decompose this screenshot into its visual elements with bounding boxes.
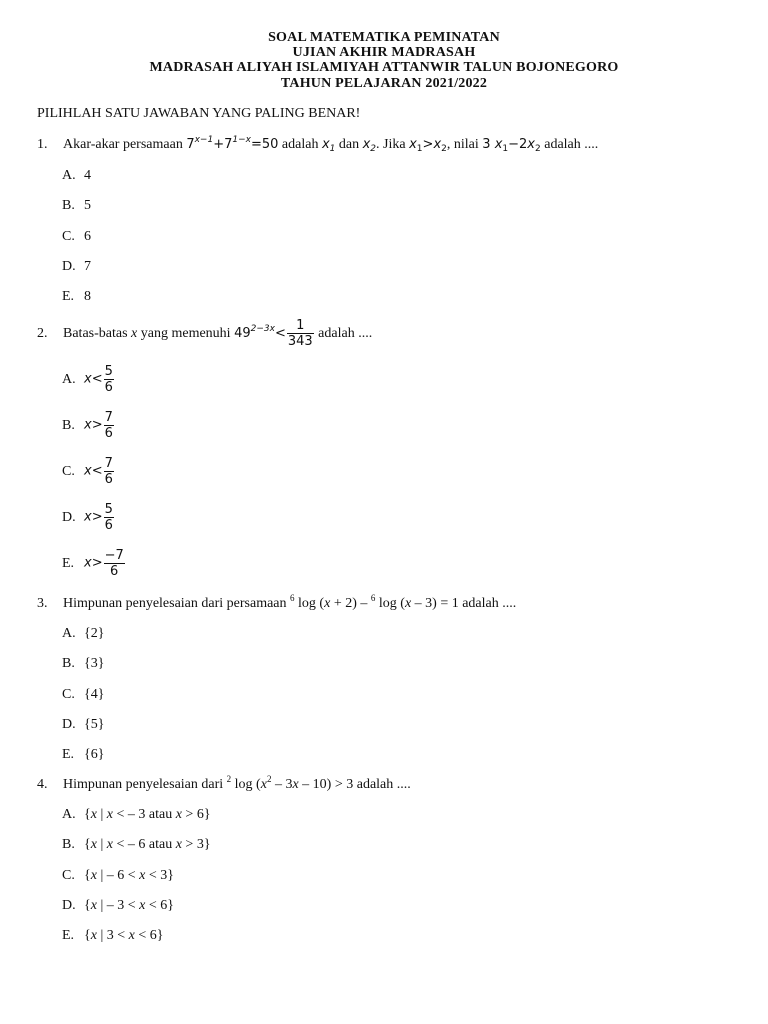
variable: $x_2$ [362,137,377,154]
header-subtitle: UJIAN AKHIR MADRASAH [292,45,476,60]
option-1e: E. 8 [62,289,91,304]
question-text: adalah .... [540,137,599,152]
equation-term: $7^{x-1}+7^{1-x}=50$ [186,135,279,152]
question-text: Batas-batas [63,326,132,341]
fraction: $\frac{1}{343}$ [287,318,313,349]
option-1b: B. 5 [62,198,91,213]
option-2a: A. x< $\frac{5}{6}$ [62,364,113,395]
expression: 3 $x_1-2x_2$ [482,137,541,154]
option-2e: E. x> $\frac{-7}{6}$ [62,548,124,579]
question-text: dan [335,137,363,152]
condition: $x_1>x_2$ [409,137,447,154]
fraction: $\frac{7}{6}$ [104,456,113,487]
question-number: 3. [37,596,48,611]
option-4b: B. {x | x < – 6 atau x > 3} [62,837,211,852]
fraction: $\frac{5}{6}$ [104,364,113,395]
option-1d: D. 7 [62,259,91,274]
option-1c: C. 6 [62,229,91,244]
option-3c: C. {4} [62,687,105,702]
fraction: $\frac{5}{6}$ [104,502,113,533]
question-1 [37,137,598,153]
question-text: Akar-akar persamaan [63,137,187,152]
header-school: MADRASAH ALIYAH ISLAMIYAH ATTANWIR TALUN BOJONEGORO [149,60,619,75]
option-3e: E. {6} [62,747,105,762]
question-text: Himpunan penyelesaian dari [63,777,227,792]
variable: $x_1$ [321,137,336,154]
option-4c: C. {x | – 6 < x < 3} [62,868,174,883]
question-text: Himpunan penyelesaian dari persamaan [63,596,291,611]
fraction: $\frac{7}{6}$ [104,410,113,441]
question-text: adalah [278,137,322,152]
option-2d: D. x> $\frac{5}{6}$ [62,502,113,533]
question-3: 3. Himpunan penyelesaian dari persamaan $^6$ log (x + 2) – $^6$ log (x – 3) = 1 adalah .... [37,593,517,611]
variable: x [131,326,138,341]
option-3b: B. {3} [62,656,105,671]
question-text: yang memenuhi [137,326,235,341]
option-1a: A. 4 [62,168,91,183]
question-4: 4. Himpunan penyelesaian dari $^2$ $\log (x^2 - 3x - 10) > 3$ adalah .... [37,774,411,792]
instruction: PILIHLAH SATU JAWABAN YANG PALING BENAR! [37,106,361,121]
question-number: 4. [37,777,48,792]
inequality: $49^{2-3x}<$ $\frac{1}{343}$ [234,318,313,349]
header-year: TAHUN PELAJARAN 2021/2022 [280,76,488,91]
question-number: 2. [37,326,48,341]
option-2b: B. x> $\frac{7}{6}$ [62,410,113,441]
question-text: adalah .... [314,326,373,341]
question-number: 1. [37,137,48,152]
question-2 [37,318,372,349]
option-4d: D. {x | – 3 < x < 6} [62,898,174,913]
option-4a: A. {x | x < – 3 atau x > 6} [62,807,211,822]
header-title: SOAL MATEMATIKA PEMINATAN [268,30,500,45]
fraction: $\frac{-7}{6}$ [104,548,124,579]
option-2c: C. x< $\frac{7}{6}$ [62,456,113,487]
option-3d: D. {5} [62,717,105,732]
option-4e: E. {x | 3 < x < 6} [62,928,164,943]
question-text: . Jika [376,137,410,152]
option-3a: A. {2} [62,626,105,641]
question-text: , nilai [446,137,483,152]
